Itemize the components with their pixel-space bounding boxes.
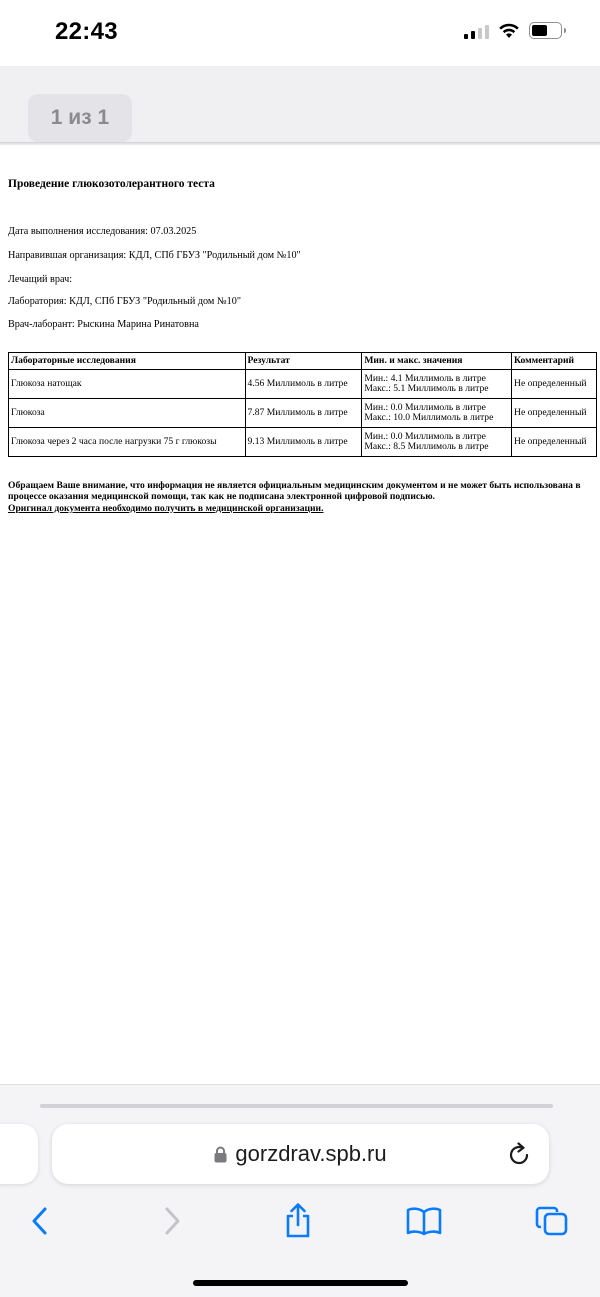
cell-comment: Не определенный	[512, 428, 597, 457]
header-result: Результат	[245, 353, 362, 370]
wifi-icon	[498, 23, 520, 39]
document-title: Проведение глюкозотолерантного теста	[8, 178, 215, 190]
range-min: Мин.: 0.0 Миллимоль в литре	[364, 401, 486, 413]
meta-date: Дата выполнения исследования: 07.03.2025	[8, 226, 197, 237]
table-row	[9, 399, 597, 428]
meta-referring-org: Направившая организация: КДЛ, СПб ГБУЗ "Родильный дом №10"	[8, 250, 301, 261]
range-min: Мин.: 0.0 Миллимоль в литре	[364, 430, 486, 442]
battery-icon	[529, 22, 562, 39]
meta-laboratory: Лаборатория: КДЛ, СПб ГБУЗ "Родильный дом №10"	[8, 296, 241, 307]
pdf-document-page	[0, 146, 600, 1084]
url-text: gorzdrav.spb.ru	[235, 1141, 387, 1166]
cell-test: Глюкоза через 2 часа после нагрузки 75 г глюкозы	[9, 428, 246, 457]
cell-result: 4.56 Миллимоль в литре	[245, 370, 362, 399]
meta-lab-doctor: Врач-лаборант: Рыскина Марина Ринатовна	[8, 319, 199, 330]
header-range: Мин. и макс. значения	[362, 353, 512, 370]
status-bar	[0, 0, 600, 66]
share-icon	[283, 1203, 313, 1239]
cell-range	[362, 399, 512, 428]
address-bar[interactable]	[52, 1124, 549, 1184]
range-max: Макс.: 5.1 Миллимоль в литре	[364, 383, 489, 394]
cell-range	[362, 428, 512, 457]
reload-icon[interactable]	[505, 1140, 533, 1168]
forward-icon	[163, 1206, 181, 1236]
disclaimer-original-note: Оригинал документа необходимо получить в медицинской организации.	[8, 502, 324, 514]
bookmarks-button[interactable]	[402, 1201, 446, 1241]
range-max: Макс.: 8.5 Миллимоль в литре	[364, 441, 489, 452]
cell-range	[362, 370, 512, 399]
horizontal-scroll-indicator[interactable]	[40, 1104, 553, 1108]
disclaimer-notice	[8, 480, 594, 514]
browser-bottom-bar	[0, 1084, 600, 1297]
table-row	[9, 428, 597, 457]
tabs-icon	[535, 1205, 569, 1237]
bookmarks-icon	[406, 1206, 442, 1236]
cell-result: 7.87 Миллимоль в литре	[245, 399, 362, 428]
meta-attending-doctor: Лечащий врач:	[8, 274, 73, 285]
status-time: 22:43	[55, 18, 118, 45]
back-button[interactable]	[18, 1201, 62, 1241]
pdf-viewer-header	[0, 66, 600, 144]
cellular-signal-icon	[464, 23, 489, 39]
header-comment: Комментарий	[512, 353, 597, 370]
home-indicator[interactable]	[193, 1280, 408, 1286]
browser-toolbar	[0, 1201, 600, 1241]
cell-test: Глюкоза	[9, 399, 246, 428]
back-icon	[31, 1206, 49, 1236]
status-icons	[464, 22, 562, 39]
range-min: Мин.: 4.1 Миллимоль в литре	[364, 372, 486, 384]
share-button[interactable]	[276, 1201, 320, 1241]
forward-button[interactable]	[150, 1201, 194, 1241]
url-display[interactable]	[52, 1124, 549, 1184]
cell-comment: Не определенный	[512, 370, 597, 399]
results-table	[8, 352, 597, 457]
previous-tab-card[interactable]	[0, 1124, 38, 1184]
lock-icon	[214, 1146, 227, 1163]
table-header-row	[9, 353, 597, 370]
header-tests: Лабораторные исследования	[9, 353, 246, 370]
tabs-button[interactable]	[530, 1201, 574, 1241]
cell-comment: Не определенный	[512, 399, 597, 428]
table-row	[9, 370, 597, 399]
cell-result: 9.13 Миллимоль в литре	[245, 428, 362, 457]
disclaimer-text: Обращаем Ваше внимание, что информация не является официальным медицинским документом и не может быть использована в процессе оказания медицинской помощи, так как не подписана электронной цифровой подписью.	[8, 480, 581, 503]
cell-test: Глюкоза натощак	[9, 370, 246, 399]
range-max: Макс.: 10.0 Миллимоль в литре	[364, 412, 494, 423]
page-counter: 1 из 1	[28, 94, 132, 142]
